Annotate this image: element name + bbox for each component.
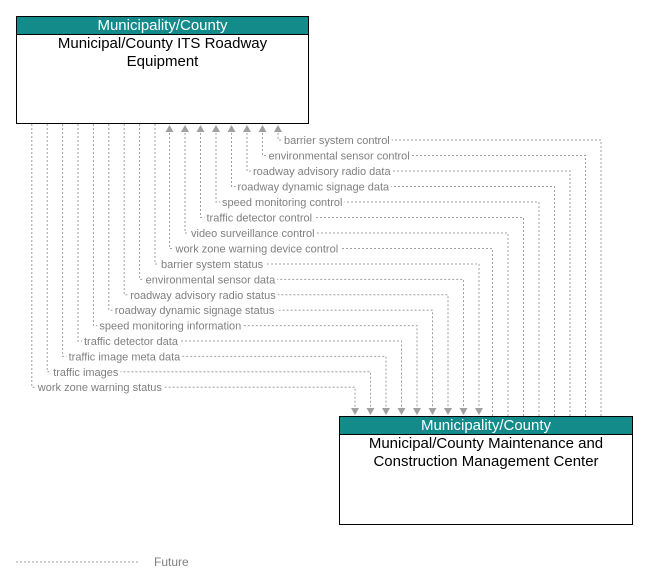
top-element-owner: Municipality/County [17, 17, 308, 35]
flow-to-bottom-8-arrow [367, 408, 375, 415]
flow-to-top-4-arrow [228, 125, 236, 132]
flow-to-top-4-label: roadway dynamic signage data [237, 181, 390, 194]
flow-to-bottom-7-label: traffic image meta data [68, 351, 181, 364]
flow-to-bottom-7-arrow [382, 408, 390, 415]
flow-to-top-5-arrow [212, 125, 220, 132]
bottom-element-owner: Municipality/County [340, 417, 632, 435]
flow-to-top-8-label: work zone warning device control [175, 243, 339, 256]
flow-to-bottom-1-arrow [475, 408, 483, 415]
flow-to-top-7-label: video surveillance control [191, 228, 315, 240]
flow-to-top-2-label: environmental sensor control [268, 150, 410, 163]
flow-to-bottom-9-arrow [351, 408, 359, 415]
flow-to-bottom-1-label: barrier system status [161, 259, 264, 271]
flow-to-bottom-6-arrow [398, 408, 406, 415]
flow-to-top-1-arrow [274, 125, 282, 132]
bottom-element-box[interactable] [339, 416, 633, 525]
top-element-title: Municipal/County ITS Roadway Equipment [57, 35, 268, 70]
flow-to-top-6-label: traffic detector control [206, 212, 313, 225]
legend-future-label: Future [154, 555, 189, 569]
top-element-box[interactable] [16, 16, 309, 124]
flow-to-top-1-label: barrier system control [284, 135, 390, 147]
flow-to-bottom-5-arrow [413, 408, 421, 415]
bottom-element-title: Municipal/County Maintenance and Construction Management Center [368, 435, 604, 470]
flow-to-bottom-3-label: roadway advisory radio status [130, 289, 276, 302]
flow-to-top-8-arrow [166, 125, 174, 132]
flow-to-bottom-2-arrow [460, 408, 468, 415]
flow-to-bottom-4-arrow [429, 408, 437, 415]
flow-to-bottom-5-label: speed monitoring information [99, 320, 242, 333]
flow-to-bottom-8-label: traffic images [53, 366, 119, 379]
flow-to-top-6-arrow [197, 125, 205, 132]
flow-to-top-3-arrow [243, 125, 251, 132]
flow-to-bottom-3-arrow [444, 408, 452, 415]
flow-to-bottom-4-label: roadway dynamic signage status [114, 305, 275, 318]
flow-to-bottom-2-label: environmental sensor data [145, 274, 276, 287]
flow-to-top-5-label: speed monitoring control [222, 197, 343, 209]
flow-to-top-2-arrow [259, 125, 267, 132]
flow-to-bottom-6-label: traffic detector data [84, 336, 178, 348]
flow-to-bottom-9-label: work zone warning status [37, 382, 162, 395]
flow-to-top-3-label: roadway advisory radio data [253, 166, 391, 178]
flow-to-top-7-arrow [181, 125, 189, 132]
